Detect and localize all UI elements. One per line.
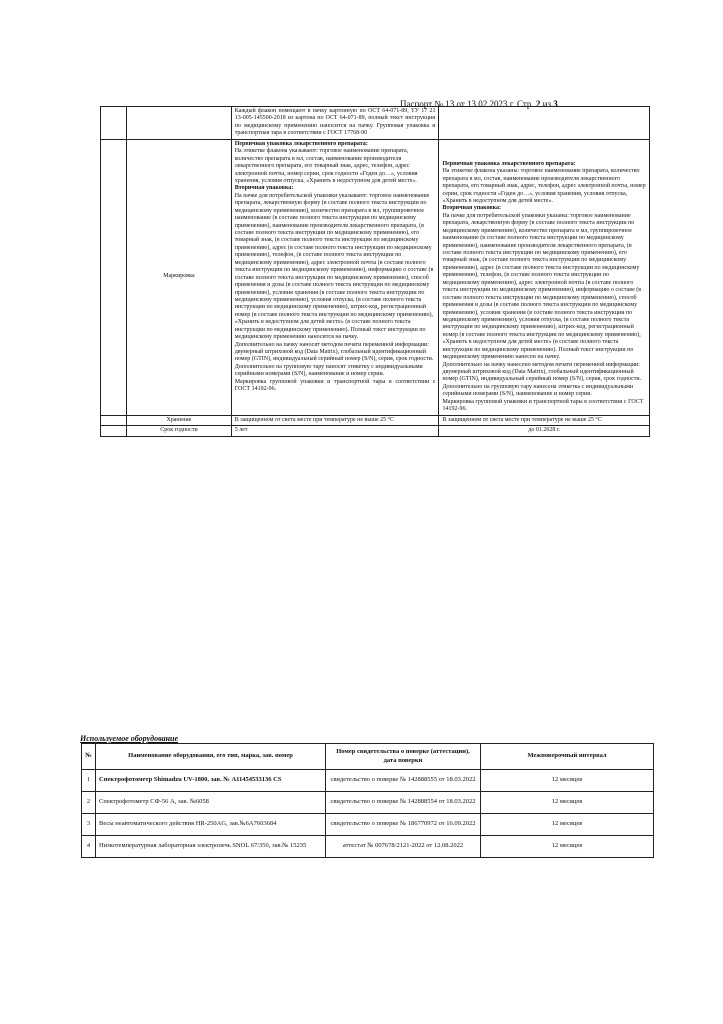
header-number: №	[82, 744, 96, 770]
right-group-text: Дополнительно на групповую тару нанесена этикетка с индивидуальными серийными номерами (S/N), наименование и номер серии.	[442, 383, 634, 398]
right-extra-text: Дополнительно на пачку нанесено методом печати переменной информации: двумерный штриховой код (Data Matrix), глобальный идентификационный номер (GTIN), индивидуальный серийный номер (S/N), серия, срок годности.	[442, 361, 642, 383]
interval: 12 месяцев	[481, 770, 654, 792]
row-number: 2	[82, 792, 96, 814]
packaging-result-cell	[439, 107, 650, 140]
left-group-text: Дополнительно на групповую тару наносят этикетку с индивидуальными серийными номерами (S/N), наименование и номер серии.	[234, 363, 423, 378]
header-certificate: Номер свидетельства о поверке (аттестации), дата поверки	[326, 744, 481, 770]
interval: 12 месяцев	[481, 814, 654, 836]
header-interval: Межповерочный интервал	[481, 744, 654, 770]
row-number-cell	[101, 139, 127, 415]
row-label-cell	[127, 107, 232, 140]
right-secondary-text: На пачке для потребительской упаковки указаны: торговое наименование препарата, лекарственную форму (в составе полного текста инструкции по медицинскому применению), количество препарата в мл, группировочное наименование (в составе полного текста инструкции по медицинскому применению), наименование производителя лекарственного препарата, (в составе полного текста инструкции по медицинскому применению), его товарный знак, (в составе полного текста инструкции по медицинскому применению), адрес (в составе полного текста инструкции по медицинскому применению), телефон, (в составе полного текста инструкции по медицинскому применению), адрес электронной почты (в составе полного текста инструкции по медицинскому применению), информацию о составе (в составе полного текста инструкции по медицинскому применению), способ применения и дозы (в составе полного текста инструкции по медицинскому применению), условия хранения (в составе полного текста инструкции по медицинскому применению), условия отпуска, (в составе полного текста инструкции по медицинскому применению), штрих-код, регистрационный номер (в составе полного текста инструкции по медицинскому применению), «Хранить в недоступном для детей месте» (в составе полного текста инструкции по медицинскому применению). Полный текст инструкции по медицинскому применению нанесен на пачку.	[442, 212, 642, 361]
row-number: 3	[82, 814, 96, 836]
row-number-cell	[101, 426, 127, 436]
row-number-cell	[101, 415, 127, 425]
left-primary-text: На этикетке флакона указывают: торговое наименование препарата, количество препарата в мл, состав, наименование производителя лекарственного препарата, его товарный знак, адрес, телефон, адрес электронной почты, номер серии, срок годности «Годен до…», условия хранения, условия отпуска, «Хранить в недоступном для детей месте».	[234, 148, 418, 184]
storage-row	[101, 415, 650, 425]
interval: 12 месяцев	[481, 836, 654, 858]
left-secondary-title: Вторичная упаковка:	[234, 185, 294, 192]
right-secondary-title: Вторичная упаковка:	[442, 205, 502, 212]
right-primary-title: Первичная упаковка лекарственного препарата:	[442, 160, 576, 167]
specification-table	[100, 106, 650, 437]
certificate: свидетельство о поверке № 186770972 от 16.09.2022	[326, 814, 481, 836]
table-row	[82, 792, 654, 814]
header-page: 2	[535, 99, 541, 109]
header-text: Паспорт № 13 от 13.02.2023 г. Стр.	[400, 99, 536, 109]
packaging-text: Каждый флакон помещают в пачку картонную по ОСТ 64-071-89, ТУ 17 21 13-005-145500-2018 из картона по ОСТ 64-071-89, полный текст инструкции по медицинскому применению наносится на пачку. Групповая упаковка и транспортная тара в соответствии с ГОСТ 17768-90	[234, 108, 436, 137]
equipment-section-title: Используемое оборудование	[80, 734, 179, 743]
left-transport-text: Маркировка групповой упаковки и транспортной тары в соответствии с ГОСТ 14192-96.	[234, 378, 436, 393]
shelf-life-row	[101, 426, 650, 436]
equipment-header-row	[82, 744, 654, 770]
storage-requirement: В защищенном от света месте при температуре не выше 25 °С	[231, 415, 439, 425]
header-total: 3	[553, 99, 558, 109]
header-equipment-name: Наименование оборудования, его тип, марка, зав. номер	[96, 744, 326, 770]
row-number: 1	[82, 770, 96, 792]
equipment-table	[81, 743, 654, 858]
left-primary-title: Первичная упаковка лекарственного препарата:	[234, 140, 368, 147]
certificate: свидетельство о поверке № 142888554 от 18.03.2022	[326, 792, 481, 814]
header-of: из	[540, 99, 554, 109]
certificate: свидетельство о поверке № 142888555 от 18.03.2022	[326, 770, 481, 792]
table-row	[82, 770, 654, 792]
certificate: аттестат № 007678/2121-2022 от 12.08.2022	[326, 836, 481, 858]
table-row	[82, 814, 654, 836]
marking-result-cell	[439, 139, 650, 415]
table-row	[82, 836, 654, 858]
shelf-life-result: до 01.2028 г.	[439, 426, 650, 436]
storage-result: В защищенном от света месте при температуре не выше 25 °С	[439, 415, 650, 425]
equipment-name: Спектрофотометр СФ-56 А, зав. №6058	[96, 792, 326, 814]
equipment-name: Низкотемпературная лабораторная электропечь SNOL 67/350, зав.№ 15235	[96, 836, 326, 858]
marking-requirement-cell	[231, 139, 439, 415]
packaging-cell	[231, 107, 439, 140]
equipment-name: Весы неавтоматического действия HR-250AG, зав.№6A7603684	[96, 814, 326, 836]
right-transport-text: Маркировка групповой упаковки и транспортной тары в соответствии с ГОСТ 14192-96.	[442, 398, 644, 413]
row-number: 4	[82, 836, 96, 858]
equipment-name: Спектрофотометр Shimadzu UV-1800, зав. № A11454533136 CS	[96, 770, 326, 792]
shelf-life-requirement: 5 лет	[231, 426, 439, 436]
right-primary-text: На этикетке флакона указаны: торговое наименование препарата, количество препарата в мл, состав, наименование производителя лекарственного препарата, его товарный знак, адрес, телефон, адрес электронной почты, номер серии, срок годности «Годен до…», условия хранения, условия отпуска, «Хранить в недоступном для детей месте».	[442, 168, 646, 204]
storage-label: Хранение	[127, 415, 232, 425]
marking-label: Маркировка	[127, 139, 232, 415]
left-secondary-text: На пачке для потребительской упаковки указывают: торговое наименование препарата, лекарственную форму (в составе полного текста инструкции по медицинскому применению), количество препарата в мл, группировочное наименование (в составе полного текста инструкции по медицинскому применению), наименование производителя лекарственного препарата, (в составе полного текста инструкции по медицинскому применению), его товарный знак, (в составе полного текста инструкции по медицинскому применению), адрес (в составе полного текста инструкции по медицинскому применению), телефон, (в составе полного текста инструкции по медицинскому применению), адрес электронной почты (в составе полного текста инструкции по медицинскому применению), информацию о составе (в составе полного текста инструкции по медицинскому применению), способ применения и дозы (в составе полного текста инструкции по медицинскому применению), условия хранения (в составе полного текста инструкции по медицинскому применению), условия отпуска, (в составе полного текста инструкции по медицинскому применению), штрих-код, регистрационный номер (в составе полного текста инструкции по медицинскому применению), «Хранить в недоступном для детей месте» (в составе полного текста инструкции по медицинскому применению). Полный текст инструкции по медицинскому применению наносится на пачку.	[234, 192, 434, 341]
marking-row	[101, 139, 650, 415]
left-extra-text: Дополнительно на пачку наносят методом печати переменной информации: двумерный штриховой код (Data Matrix), глобальный идентификационный номер (GTIN), индивидуальный серийный номер (S/N), серия, срок годности.	[234, 341, 434, 363]
packaging-row	[101, 107, 650, 140]
interval: 12 месяцев	[481, 792, 654, 814]
shelf-life-label: Срок годности	[127, 426, 232, 436]
row-number-cell	[101, 107, 127, 140]
